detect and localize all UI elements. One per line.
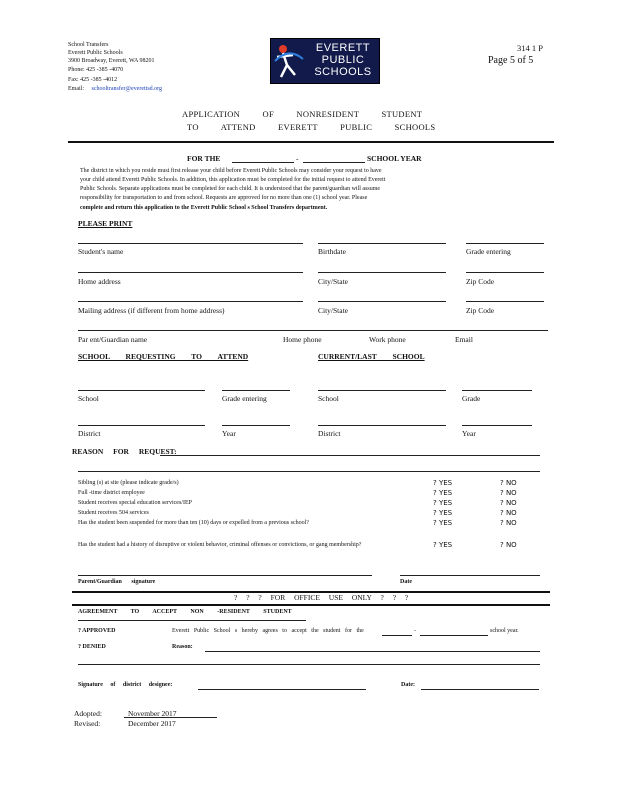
page-number: Page 5 of 5: [488, 55, 534, 66]
logo-text-2: PUBLIC: [321, 54, 365, 66]
denied-reason-field-2[interactable]: [78, 664, 540, 665]
email-label: Email:: [68, 86, 84, 92]
guardian-date-label: Date: [400, 579, 412, 585]
title-rule: [68, 141, 554, 143]
employee-no-checkbox[interactable]: ? NO: [500, 489, 517, 497]
cur-district-label: District: [318, 429, 341, 438]
year-end-field[interactable]: [303, 162, 365, 163]
req-school-field[interactable]: [78, 390, 205, 391]
req-school-label: School: [78, 394, 99, 403]
suspended-no-checkbox[interactable]: ? NO: [500, 519, 517, 527]
title-line-1: APPLICATION OF NONRESIDENT STUDENT: [182, 109, 423, 119]
agreement-underline: [78, 620, 306, 621]
logo-text-1: EVERETT: [315, 42, 371, 54]
designee-date-label: Date:: [401, 682, 415, 688]
district-logo: [270, 38, 380, 84]
cur-year-field[interactable]: [462, 425, 532, 426]
intro-line-1: The district in which you reside must first release your child before Everett Public Schools may consider your request to have: [80, 168, 382, 174]
birthdate-field[interactable]: [318, 243, 446, 244]
denied-reason-field[interactable]: [205, 651, 540, 652]
mailing-address-label: Mailing address (if different from home address): [78, 306, 225, 315]
history-no-checkbox[interactable]: ? NO: [500, 541, 517, 549]
policy-number: 314 1 P: [517, 43, 543, 53]
guardian-name-label: Par ent/Guardian name: [78, 335, 148, 344]
req-year-field[interactable]: [222, 425, 290, 426]
district-phone: Phone: 425 -385 -4070: [68, 67, 124, 73]
home-phone-label: Home phone: [283, 335, 322, 344]
grade-entering-field[interactable]: [466, 243, 544, 244]
designee-signature-field[interactable]: [198, 689, 366, 690]
reason-field-2[interactable]: [78, 471, 540, 472]
grade-entering-label: Grade entering: [466, 247, 511, 256]
suspended-yes-checkbox[interactable]: ? YES: [433, 519, 453, 527]
office-rule-bottom: [72, 604, 550, 606]
zip-label: Zip Code: [466, 277, 495, 286]
work-phone-label: Work phone: [369, 335, 406, 344]
district-name: Everett Public Schools: [68, 50, 123, 56]
req-year-label: Year: [222, 429, 236, 438]
city-state-label: City/State: [318, 277, 348, 286]
mailing-city-state-field[interactable]: [318, 301, 446, 302]
logo-figure-icon: [273, 41, 307, 81]
mailing-city-state-label: City/State: [318, 306, 348, 315]
agreement-heading: AGREEMENT TO ACCEPT NON -RESIDENT STUDENT: [78, 609, 292, 615]
office-use-header: ? ? ? FOR OFFICE USE ONLY ? ? ?: [234, 593, 409, 602]
approve-year-end-field[interactable]: [420, 635, 488, 636]
student-name-label: Student's name: [78, 247, 124, 256]
reason-item-history: Has the student had a history of disruptive or violent behavior, criminal offenses or convictions, or gang membership?: [78, 542, 362, 548]
mailing-zip-label: Zip Code: [466, 306, 495, 315]
504-yes-checkbox[interactable]: ? YES: [433, 509, 453, 517]
revised-label: Revised:: [74, 719, 101, 728]
req-grade-field[interactable]: [222, 390, 290, 391]
denied-reason-label: Reason:: [172, 644, 193, 650]
reason-item-employee: Full -time district employee: [78, 490, 145, 496]
guardian-date-field[interactable]: [400, 575, 540, 576]
denied-checkbox[interactable]: ? DENIED: [78, 644, 106, 650]
reason-item-sibling: Sibling (s) at site (please indicate grade/s): [78, 480, 179, 486]
sibling-yes-checkbox[interactable]: ? YES: [433, 479, 453, 487]
student-name-field[interactable]: [78, 243, 303, 244]
sped-no-checkbox[interactable]: ? NO: [500, 499, 517, 507]
mailing-address-field[interactable]: [78, 301, 303, 302]
school-year-label: SCHOOL YEAR: [367, 154, 422, 163]
cur-grade-label: Grade: [462, 394, 481, 403]
reason-item-504: Student receives 504 services: [78, 510, 149, 516]
history-yes-checkbox[interactable]: ? YES: [433, 541, 453, 549]
sibling-no-checkbox[interactable]: ? NO: [500, 479, 517, 487]
mailing-zip-field[interactable]: [466, 301, 544, 302]
intro-line-5: complete and return this application to the Everett Public School s School Transfers department.: [80, 205, 328, 211]
adopted-date: November 2017: [128, 709, 177, 718]
guardian-email-label: Email: [455, 335, 473, 344]
adopted-underline: [124, 717, 217, 718]
adopted-label: Adopted:: [74, 709, 102, 718]
guardian-signature-field[interactable]: [78, 575, 372, 576]
cur-grade-field[interactable]: [462, 390, 532, 391]
logo-text-3: SCHOOLS: [314, 66, 372, 78]
intro-line-4: responsibility for transportation to and from school. Requests are approved for no more than one (1) school year. Please: [80, 195, 368, 201]
sped-yes-checkbox[interactable]: ? YES: [433, 499, 453, 507]
cur-school-label: School: [318, 394, 339, 403]
school-requesting-heading: SCHOOL REQUESTING TO ATTEND: [78, 352, 249, 361]
intro-line-2: your child attend Everett Public Schools. In addition, this application must be completed for the initial request to attend Everett: [80, 177, 386, 183]
city-state-field[interactable]: [318, 272, 446, 273]
reason-item-suspended: Has the student been suspended for more than ten (10) days or expelled from a previous school?: [78, 520, 309, 526]
employee-yes-checkbox[interactable]: ? YES: [433, 489, 453, 497]
email-link[interactable]: schooltransfer@everettsd.org: [91, 86, 163, 92]
504-no-checkbox[interactable]: ? NO: [500, 509, 517, 517]
email-row: [68, 86, 162, 93]
approved-checkbox[interactable]: ? APPROVED: [78, 628, 116, 634]
intro-line-3: Public Schools. Separate applications must be completed for each child. It is understood that the parent/guardian will assume: [80, 186, 381, 192]
req-district-field[interactable]: [78, 425, 205, 426]
reason-item-sped: Student receives special education services/IEP: [78, 500, 192, 506]
year-start-field[interactable]: [232, 162, 294, 163]
req-district-label: District: [78, 429, 101, 438]
approve-dash: -: [414, 628, 416, 634]
approved-text: Everett Public School s hereby agrees to accept the student for the: [172, 628, 364, 634]
req-grade-label: Grade entering: [222, 394, 267, 403]
current-school-heading: CURRENT/LAST SCHOOL: [318, 352, 425, 361]
please-print-label: PLEASE PRINT: [78, 219, 133, 228]
guardian-signature-label: Parent/Guardian signature: [78, 579, 156, 585]
year-dash: -: [296, 154, 299, 163]
district-fax: Fax: 425 -385 -4012: [68, 77, 118, 83]
designee-signature-label: Signature of district designee:: [78, 682, 173, 688]
title-line-2: TO ATTEND EVERETT PUBLIC SCHOOLS: [187, 122, 436, 132]
designee-date-field[interactable]: [421, 689, 539, 690]
cur-district-field[interactable]: [318, 425, 446, 426]
for-the-label: FOR THE: [187, 154, 221, 163]
revised-date: December 2017: [128, 719, 176, 728]
approve-year-start-field[interactable]: [382, 635, 412, 636]
dept-title: School Transfers: [68, 42, 109, 48]
reason-field[interactable]: [160, 455, 540, 456]
reason-label: REASON FOR REQUEST:: [72, 447, 177, 456]
district-address: 3900 Broadway, Everett, WA 98201: [68, 58, 155, 64]
zip-field[interactable]: [466, 272, 544, 273]
home-address-field[interactable]: [78, 272, 303, 273]
cur-year-label: Year: [462, 429, 476, 438]
approve-school-year: school year.: [490, 628, 519, 634]
home-address-label: Home address: [78, 277, 121, 286]
guardian-contact-field[interactable]: [78, 330, 548, 331]
birthdate-label: Birthdate: [318, 247, 346, 256]
cur-school-field[interactable]: [318, 390, 446, 391]
